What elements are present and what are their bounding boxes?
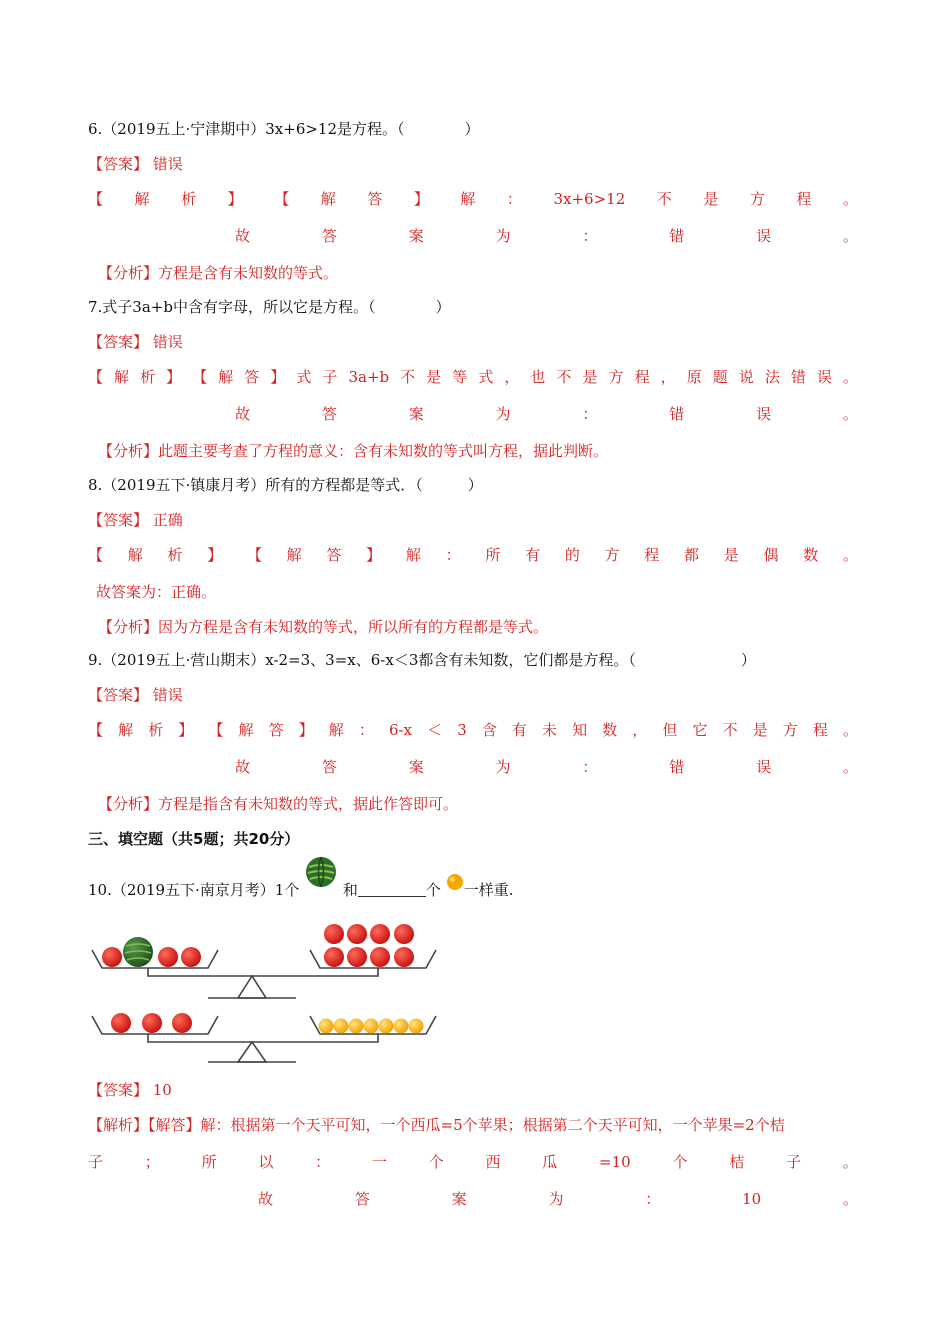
- text-token: 式: [478, 368, 494, 386]
- text-token: 方: [749, 190, 765, 208]
- text-token: 程: [812, 721, 828, 739]
- q6-analysis: [88, 188, 858, 210]
- text-token: 瓜: [542, 1153, 558, 1171]
- text-token: 法: [764, 368, 780, 386]
- text-token: ＜: [427, 721, 443, 739]
- text-token: 也: [530, 368, 546, 386]
- apple-icon: [181, 947, 201, 967]
- text-token: 所: [201, 1153, 217, 1171]
- apple-icon: [158, 947, 178, 967]
- apple-icon: [324, 924, 344, 944]
- text-token: 解: [328, 721, 344, 739]
- text-token: 案: [408, 758, 424, 776]
- text-token: 子: [786, 1153, 802, 1171]
- text-token: ：: [582, 227, 598, 245]
- text-token: 子: [322, 368, 338, 386]
- text-token: 【: [192, 368, 208, 386]
- text-token: 一: [371, 1153, 387, 1171]
- text-token: 未: [542, 721, 558, 739]
- text-token: 答: [321, 758, 337, 776]
- q10-mid: 和: [342, 881, 358, 899]
- text-token: 故: [258, 1190, 274, 1208]
- text-token: 】: [207, 546, 223, 564]
- text-token: ，: [504, 368, 520, 386]
- q7-note: 【分析】此题主要考查了方程的意义：含有未知数的等式叫方程，据此判断。: [98, 442, 609, 460]
- answer-blank[interactable]: [358, 882, 426, 897]
- q7-answer: 【答案】 错误: [88, 333, 183, 351]
- text-token: 为: [495, 758, 511, 776]
- q9-question: 9.（2019五上·营山期末）x-2=3、3=x、6-x＜3都含有未知数，它们都是方程。（ ）: [88, 651, 756, 669]
- text-token: ，: [632, 721, 648, 739]
- text-token: 【: [88, 368, 104, 386]
- watermelon-icon: [123, 937, 153, 967]
- text-token: 。: [842, 546, 858, 564]
- text-token: 程: [644, 546, 660, 564]
- watermelon-icon: [304, 855, 338, 889]
- text-token: 所: [485, 546, 501, 564]
- text-token: 解: [238, 721, 254, 739]
- text-token: ：: [506, 190, 522, 208]
- text-token: 解: [286, 546, 302, 564]
- text-token: 答: [321, 405, 337, 423]
- text-token: 知: [572, 721, 588, 739]
- text-token: 【: [88, 190, 104, 208]
- text-token: 】: [413, 190, 429, 208]
- text-token: 。: [842, 1153, 858, 1171]
- q10-answer: 【答案】 10: [88, 1081, 172, 1099]
- text-token: 】: [178, 721, 194, 739]
- q9-answer: 【答案】 错误: [88, 686, 183, 704]
- text-token: 案: [451, 1190, 467, 1208]
- q9-analysis: [88, 719, 858, 741]
- text-token: ：: [358, 721, 374, 739]
- apple-icon: [347, 947, 367, 967]
- text-token: 不: [722, 721, 738, 739]
- text-token: 解: [118, 721, 134, 739]
- text-token: 是: [426, 368, 442, 386]
- text-token: 是: [723, 546, 739, 564]
- text-token: 为: [548, 1190, 564, 1208]
- text-token: 误: [756, 758, 772, 776]
- text-token: 析: [148, 721, 164, 739]
- text-token: 不: [656, 190, 672, 208]
- apple-icon: [324, 947, 344, 967]
- text-token: 误: [756, 405, 772, 423]
- section-heading: 三、填空题（共5题；共20分）: [88, 830, 300, 848]
- scale-one: [92, 924, 436, 998]
- text-token: 个: [672, 1153, 688, 1171]
- q10-conclusion: [258, 1188, 858, 1210]
- text-token: 解: [405, 546, 421, 564]
- text-token: 错: [669, 227, 685, 245]
- text-token: 原: [686, 368, 702, 386]
- text-token: 。: [842, 227, 858, 245]
- text-token: 说: [738, 368, 754, 386]
- text-token: ：: [582, 758, 598, 776]
- text-token: ：: [315, 1153, 331, 1171]
- text-token: 【: [246, 546, 262, 564]
- orange-icon: [334, 1019, 349, 1034]
- text-token: 数: [602, 721, 618, 739]
- text-token: 案: [408, 405, 424, 423]
- text-token: 。: [842, 368, 858, 386]
- text-token: 方: [608, 368, 624, 386]
- apple-icon: [111, 1013, 131, 1033]
- orange-icon: [394, 1019, 409, 1034]
- apple-icon: [142, 1013, 162, 1033]
- text-token: 等: [452, 368, 468, 386]
- apple-icon: [370, 947, 390, 967]
- text-token: 3a+b: [348, 368, 390, 386]
- q6-answer: 【答案】 错误: [88, 155, 183, 173]
- text-token: 为: [495, 227, 511, 245]
- text-token: 错: [669, 405, 685, 423]
- q10-unit: 个: [425, 881, 441, 899]
- text-token: 答: [268, 721, 284, 739]
- text-token: 是: [582, 368, 598, 386]
- orange-icon: [409, 1019, 424, 1034]
- text-token: 误: [816, 368, 832, 386]
- q10-question: [88, 879, 514, 901]
- text-token: 析: [140, 368, 156, 386]
- q10-analysis-cont: [88, 1151, 858, 1173]
- text-token: 个: [428, 1153, 444, 1171]
- text-token: 解: [114, 368, 130, 386]
- text-token: 桔: [729, 1153, 745, 1171]
- text-token: 案: [408, 227, 424, 245]
- text-token: 题: [712, 368, 728, 386]
- text-token: 都: [684, 546, 700, 564]
- text-token: 【: [274, 190, 290, 208]
- text-token: 程: [634, 368, 650, 386]
- text-token: 【: [88, 546, 104, 564]
- text-token: 【: [88, 721, 104, 739]
- text-token: =10: [599, 1153, 631, 1171]
- text-token: 解: [134, 190, 150, 208]
- text-token: 。: [842, 190, 858, 208]
- text-token: 的: [564, 546, 580, 564]
- text-token: 含: [481, 721, 497, 739]
- q10-suffix: 一样重.: [463, 881, 514, 899]
- q7-question: 7.式子3a+b中含有字母，所以它是方程。（ ）: [88, 298, 451, 316]
- text-token: 以: [258, 1153, 274, 1171]
- text-token: 故: [235, 405, 251, 423]
- text-token: 方: [604, 546, 620, 564]
- text-token: 答: [354, 1190, 370, 1208]
- text-token: 析: [181, 190, 197, 208]
- apple-icon: [394, 947, 414, 967]
- text-token: 答: [321, 227, 337, 245]
- text-token: 它: [692, 721, 708, 739]
- text-token: 方: [782, 721, 798, 739]
- apple-icon: [347, 924, 367, 944]
- text-token: 程: [796, 190, 812, 208]
- text-token: ：: [445, 546, 461, 564]
- orange-icon: [364, 1019, 379, 1034]
- q10-prefix: 10.（2019五下·南京月考）1个: [88, 881, 300, 899]
- text-token: 不: [556, 368, 572, 386]
- q10-analysis: 【解析】【解答】解：根据第一个天平可知，一个西瓜=5个苹果；根据第二个天平可知，一个苹果=2个桔: [88, 1116, 785, 1134]
- text-token: 解: [460, 190, 476, 208]
- q8-note: 【分析】因为方程是含有未知数的等式，所以所有的方程都是等式。: [98, 618, 549, 636]
- q6-conclusion: [235, 225, 858, 247]
- text-token: ；: [144, 1153, 160, 1171]
- q7-conclusion: [235, 403, 858, 425]
- text-token: 。: [842, 1190, 858, 1208]
- apple-icon: [102, 947, 122, 967]
- text-token: 有: [525, 546, 541, 564]
- text-token: 偶: [763, 546, 779, 564]
- text-token: 答: [367, 190, 383, 208]
- text-token: 。: [842, 405, 858, 423]
- text-token: 误: [756, 227, 772, 245]
- text-token: 解: [320, 190, 336, 208]
- text-token: 6-x: [388, 721, 413, 739]
- text-token: 3: [457, 721, 467, 739]
- text-token: 答: [326, 546, 342, 564]
- text-token: 3x+6>12: [553, 190, 626, 208]
- balance-scale-icon: [88, 918, 440, 1066]
- text-token: 为: [495, 405, 511, 423]
- text-token: 析: [167, 546, 183, 564]
- text-token: 】: [298, 721, 314, 739]
- q8-conclusion: 故答案为：正确。: [96, 583, 217, 601]
- apple-icon: [370, 924, 390, 944]
- text-token: 【: [208, 721, 224, 739]
- text-token: 故: [235, 758, 251, 776]
- q6-note: 【分析】方程是含有未知数的等式。: [98, 264, 339, 282]
- q8-answer: 【答案】 正确: [88, 511, 183, 529]
- text-token: ，: [660, 368, 676, 386]
- orange-icon: [319, 1019, 334, 1034]
- text-token: 有: [511, 721, 527, 739]
- text-token: ：: [645, 1190, 661, 1208]
- text-token: 是: [752, 721, 768, 739]
- orange-icon: [349, 1019, 364, 1034]
- orange-icon: [379, 1019, 394, 1034]
- text-token: 答: [244, 368, 260, 386]
- text-token: 10: [742, 1190, 762, 1208]
- text-token: 】: [166, 368, 182, 386]
- text-token: 故: [235, 227, 251, 245]
- text-token: 。: [842, 721, 858, 739]
- q8-question: 8.（2019五下·镇康月考）所有的方程都是等式．（ ）: [88, 476, 483, 494]
- apple-icon: [394, 924, 414, 944]
- scale-two: [92, 1013, 436, 1062]
- text-token: 不: [400, 368, 416, 386]
- text-token: 但: [662, 721, 678, 739]
- text-token: 】: [270, 368, 286, 386]
- text-token: 解: [218, 368, 234, 386]
- text-token: 西: [485, 1153, 501, 1171]
- q8-analysis: [88, 544, 858, 566]
- text-token: 式: [296, 368, 312, 386]
- q7-analysis: [88, 366, 858, 388]
- text-token: 解: [127, 546, 143, 564]
- text-token: 】: [366, 546, 382, 564]
- text-token: 错: [790, 368, 806, 386]
- text-token: 】: [227, 190, 243, 208]
- q6-question: 6.（2019五上·宁津期中）3x+6>12是方程。（ ）: [88, 120, 480, 138]
- text-token: 子: [88, 1153, 104, 1171]
- text-token: 。: [842, 758, 858, 776]
- text-token: ：: [582, 405, 598, 423]
- text-token: 是: [703, 190, 719, 208]
- q9-note: 【分析】方程是指含有未知数的等式，据此作答即可。: [98, 795, 459, 813]
- apple-icon: [172, 1013, 192, 1033]
- q9-conclusion: [235, 756, 858, 778]
- orange-icon: [446, 873, 464, 891]
- text-token: 错: [669, 758, 685, 776]
- text-token: 数: [803, 546, 819, 564]
